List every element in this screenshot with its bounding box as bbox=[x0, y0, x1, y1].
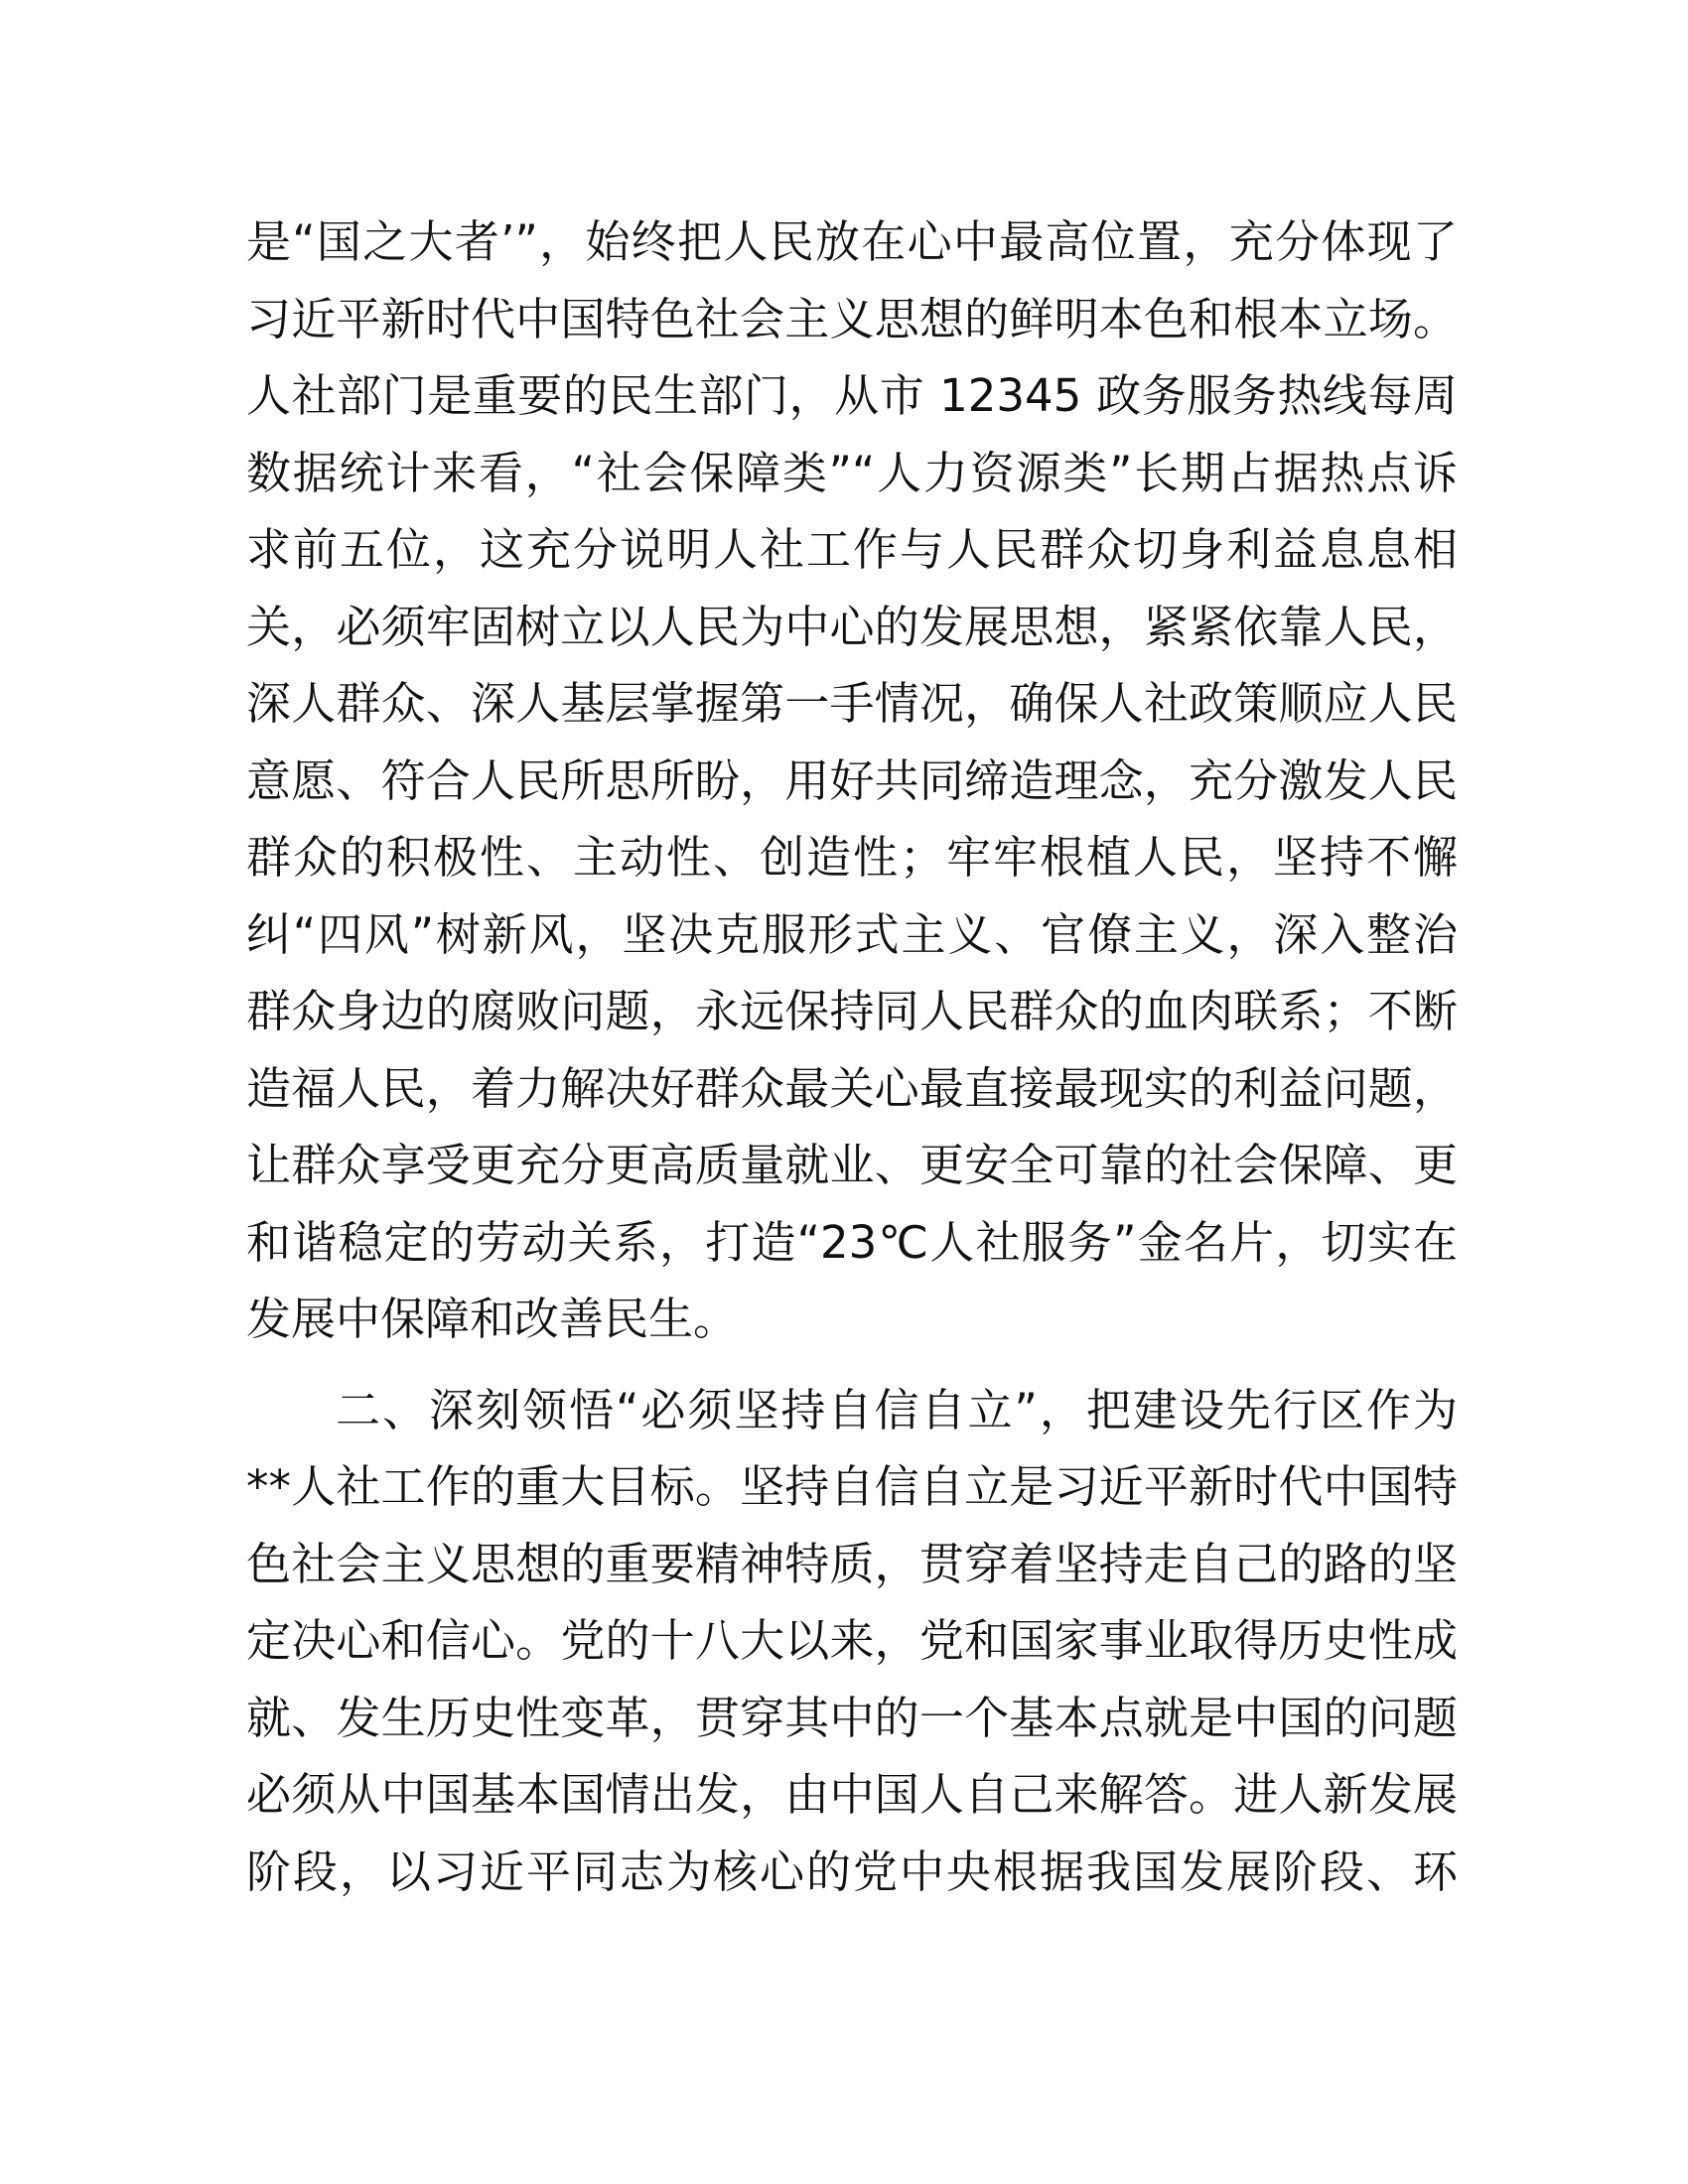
text-line: 发展中保障和改善民生。 bbox=[246, 1293, 739, 1345]
text-line: 阶段，以习近平同志为核心的党中央根据我国发展阶段、环 bbox=[246, 1844, 1458, 1898]
text-line: 必须从中国基本国情出发，由中国人自己来解答。进人新发展 bbox=[246, 1768, 1458, 1821]
text-line: 习近平新时代中国特色社会主义思想的鲜明本色和根本立场。 bbox=[246, 292, 1458, 345]
text-line: **人社工作的重大目标。坚持自信自立是习近平新时代中国特 bbox=[246, 1460, 1458, 1513]
text-line: 和谐稳定的劳动关系，打造“23℃人社服务”金名片，切实在 bbox=[246, 1215, 1458, 1269]
text-line: 让群众享受更充分更高质量就业、更安全可靠的社会保障、更 bbox=[246, 1139, 1458, 1191]
text-line: 深人群众、深人基层掌握第一手情况，确保人社政策顺应人民 bbox=[246, 677, 1458, 730]
text-line: 人社部门是重要的民生部门，从市 12345 政务服务热线每周 bbox=[246, 369, 1458, 422]
paragraph-2 bbox=[246, 1372, 1458, 1911]
text-line: 数据统计来看，“社会保障类”“人力资源类”长期占据热点诉 bbox=[246, 446, 1458, 499]
paragraph-spacer bbox=[246, 1358, 1458, 1372]
text-line: 色社会主义思想的重要精神特质，贯穿着坚持走自己的路的坚 bbox=[246, 1537, 1458, 1590]
text-line: 是“国之大者’”，始终把人民放在心中最高位置，充分体现了 bbox=[246, 215, 1458, 268]
text-line: 造福人民，着力解决好群众最关心最直接最现实的利益问题， bbox=[246, 1061, 1458, 1115]
text-line: 二、深刻领悟“必须坚持自信自立”，把建设先行区作为 bbox=[336, 1383, 1458, 1436]
text-line: 意愿、符合人民所思所盼，用好共同缔造理念，充分激发人民 bbox=[246, 753, 1458, 807]
text-line: 群众身边的腐败问题，永远保持同人民群众的血肉联系；不断 bbox=[246, 985, 1458, 1037]
document-body bbox=[246, 204, 1458, 1910]
text-line: 纠“四风”树新风，坚决克服形式主义、官僚主义，深入整治 bbox=[246, 907, 1458, 961]
text-line: 关，必须牢固树立以人民为中心的发展思想，紧紧依靠人民， bbox=[246, 600, 1458, 653]
paragraph-1 bbox=[246, 204, 1458, 1358]
text-line: 求前五位，这充分说明人社工作与人民群众切身利益息息相 bbox=[246, 523, 1458, 576]
text-line: 就、发生历史性变革，贯穿其中的一个基本点就是中国的问题 bbox=[246, 1691, 1458, 1744]
text-line: 定决心和信心。党的十八大以来，党和国家事业取得历史性成 bbox=[246, 1614, 1458, 1667]
text-line: 群众的积极性、主动性、创造性；牢牢根植人民，坚持不懈 bbox=[246, 831, 1458, 884]
